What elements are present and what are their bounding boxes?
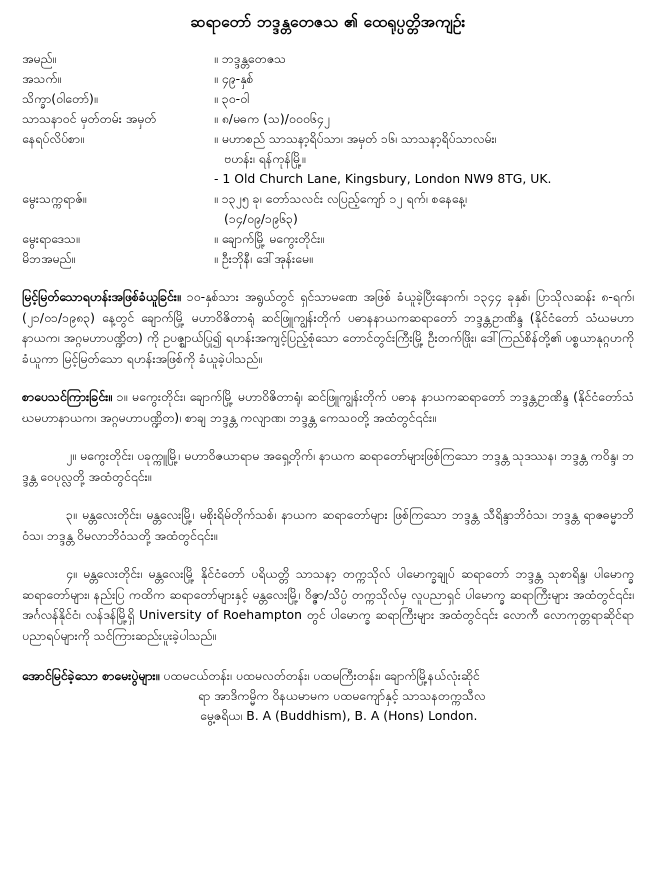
ordination-text: ၁၀-နှစ်သား အရွယ်တွင် ရှင်သာမဏေ အဖြစ် ခံယူခဲ့ပြီးနောက်၊ ၁၃၄၄ ခုနှစ်၊ ပြာသိုလဆန်း ၈-ရက်၊ (၂၁/၀၁/၁၉၈၃) နေ့တွင် ချောက်မြို့ မဟာဝိဇိတာရုံ ဆင်ဖြူကျွန်းတိုက် ပဓာနနာယကဆရာတော် ဘဒ္ဒန္တဥာဏိန္ဒ (နိုင်ငံတော် သံဃမဟာနာယက၊ အဂ္ဂမဟာပဏ္ဍိတ) ကို ဥပဇ္ဈာယ်ပြု၍ ရဟန်းအကျင့်ပြည့်စုံသော တောင်တွင်းကြီးမြို့ ဦးတက်ဖြိုး၊ ဒေါ်ကြည်စိန်တို့၏ ပစ္စယာနုဂ္ဂဟကို ခံယူကာ မြင့်မြတ်သော ရဟန်းအဖြစ်ကို ခံယူခဲ့ပါသည်။: [22, 289, 634, 366]
achievements-line-2: ရာ အာဒိကမ္မိက ဝိနယမာမက ပထမကျော်နှင့် သာသနတက္ကသီလ: [198, 688, 486, 703]
info-label: အမည်။: [22, 51, 57, 66]
info-value-line: ။ မဟာစည် သာသနာ့ရိပ်သာ၊ အမှတ် ၁၆၊ သာသနာ့ရိပ်သာလမ်း၊: [214, 131, 497, 146]
ordination-heading: မြင့်မြတ်သောရဟန်းအဖြစ်ခံယူခြင်း။: [22, 289, 181, 304]
info-value-line-uk-address: - 1 Old Church Lane, Kingsbury, London NW9 8TG, UK.: [214, 171, 552, 186]
info-value-line: ။ ဦးဘိုနီ၊ ဒေါ်အုန်းမေ။: [214, 251, 313, 266]
info-value: [214, 109, 634, 129]
achievements-heading: အောင်မြင်ခဲ့သော စာမေးပွဲများ။: [22, 668, 160, 683]
education-item-4: ၄။ မန္တလေးတိုင်း၊ မန္တလေးမြို့ နိုင်ငံတော် ပရိယတ္တိ သာသနာ့ တက္ကသိုလ် ပါမောက္ခချုပ် ဆရာတော် ဘဒ္ဒန္တ သုစာရိန္ဒ၊ ပါမောက္ခဆရာတော်များ၊ နည်းပြ ကထိက ဆရာတော်များနှင့် မန္တလေးမြို့၊ ဝိဇ္ဇာ/သိပ္ပံ တက္ကသိုလ်မှ လူပညာရှင် ပါမောက္ခ ဆရာကြီးများ အထံတွင်၎င်း၊ အင်္ဂလန်နိုင်ငံ၊ လန်ဒန်မြို့ရှိ University of Roehampton တွင် ပါမောက္ခ ဆရာကြီးများ အထံတွင်၎င်း လောကီ လောကုတ္တရာဆိုင်ရာ ပညာရပ်များကို သင်ကြားဆည်းပူးခဲ့ပါသည်။: [22, 566, 634, 643]
info-label: မွေးရာဒေသ။: [22, 231, 80, 246]
info-value: [214, 129, 634, 189]
achievements-text: ပထမငယ်တန်း၊ ပထမလတ်တန်း၊ ပထမကြီးတန်း၊ ချောက်မြို့နယ်လုံးဆိုင်: [159, 668, 480, 683]
page-title: ဆရာတော် ဘဒ္ဒန္တတေဇသ ၏ ထေရုပ္ပတ္တိအကျဉ်း: [190, 13, 466, 31]
info-row-address: [22, 129, 634, 189]
info-value: [214, 89, 634, 109]
info-label: အသက်။: [22, 71, 62, 86]
info-row-vassa: [22, 89, 634, 109]
info-value-line: (၁၄/၀၉/၁၉၆၃): [224, 211, 298, 226]
info-value: [214, 49, 634, 69]
ordination-paragraph: [22, 287, 634, 369]
info-value-line: ။ ဘဒ္ဒန္တတေဇသ: [214, 51, 286, 66]
info-label: မိဘအမည်။: [22, 251, 76, 266]
info-row-parents: [22, 249, 634, 269]
info-row-birthdate: [22, 189, 634, 229]
info-value-line: ။ ၈/မဓက (သ)/၀၀၀၆၄၂: [214, 111, 330, 126]
info-label: သာသနာဝင် မှတ်တမ်း အမှတ်: [22, 111, 157, 126]
info-label: မွေးသက္ကရာဇ်။: [22, 191, 87, 206]
education-item-2: ၂။ မကွေးတိုင်း၊ ပခုက္ကူမြို့၊ မဟာဝိဇယာရာမ အရှေ့တိုက်၊ နာယက ဆရာတော်များဖြစ်ကြသော ဘဒ္ဒန္တ သုဒဿန၊ ဘဒ္ဒန္တ ကဝိန္ဒ၊ ဘဒ္ဒန္တ ဝေပုလ္လတို့ အထံတွင်၎င်း။: [22, 448, 634, 484]
info-value-line: ဗဟန်း၊ ရန်ကုန်မြို့။: [224, 151, 306, 166]
info-value-line: ။ ၃၀-ဝါ: [214, 91, 250, 106]
education-item-1: [22, 387, 634, 428]
info-label: နေရပ်လိပ်စာ။: [22, 131, 84, 146]
info-value-line: ။ ၁၃၂၅ ခု၊ တော်သလင်း လပြည့်ကျော် ၁၂ ရက်၊ စနေနေ့၊: [214, 191, 467, 206]
personal-info-table: [22, 49, 634, 269]
achievements-section: [22, 666, 634, 726]
education-heading: စာပေသင်ကြားခြင်း။: [22, 389, 112, 404]
info-value-line: ။ ချောက်မြို့ မကွေးတိုင်း။: [214, 231, 325, 246]
info-value-line: ။ ၄၉-နှစ်: [214, 71, 254, 86]
info-value: [214, 249, 634, 269]
info-row-name: [22, 49, 634, 69]
info-row-age: [22, 69, 634, 89]
info-row-registration: [22, 109, 634, 129]
achievements-line-3: မွေ့ဇရိယ၊ B. A (Buddhism), B. A (Hons) London.: [200, 708, 478, 723]
personal-info-body: [22, 49, 634, 269]
education-item-text: ၁။ မကွေးတိုင်း၊ ချောက်မြို့ မဟာဝိဇိတာရုံ၊ ဆင်ဖြူကျွန်းတိုက် ပဓာန နာယကဆရာတော် ဘဒ္ဒန္တဥာဏိန္ဒ (နိုင်ငံတော်သံဃမဟာနာယက၊ အဂ္ဂမဟာပဏ္ဍိတ)၊ စာချ ဘဒ္ဒန္တ ကလျာဏ၊ ဘဒ္ဒန္တ ကေသဝတို့ အထံတွင်၎င်း။: [22, 389, 634, 425]
education-item-3: ၃။ မန္တလေးတိုင်း၊ မန္တလေးမြို့၊ မစိုးရိမ်တိုက်သစ်၊ နာယက ဆရာတော်များ ဖြစ်ကြသော ဘဒ္ဒန္တ သီရိန္ဒာဘိဝံသ၊ ဘဒ္ဒန္တ ရာဇဓမ္မာဘိဝံသ၊ ဘဒ္ဒန္တ ဝိမလာဘိဝံသတို့ အထံတွင်၎င်း။: [22, 507, 634, 543]
achievements-line-1: [22, 666, 634, 686]
info-value: [214, 229, 634, 249]
info-value: [214, 69, 634, 89]
info-row-birthplace: [22, 229, 634, 249]
info-label: သိက္ခာ(ဝါတော်)။: [22, 91, 98, 106]
info-value: [214, 189, 634, 229]
